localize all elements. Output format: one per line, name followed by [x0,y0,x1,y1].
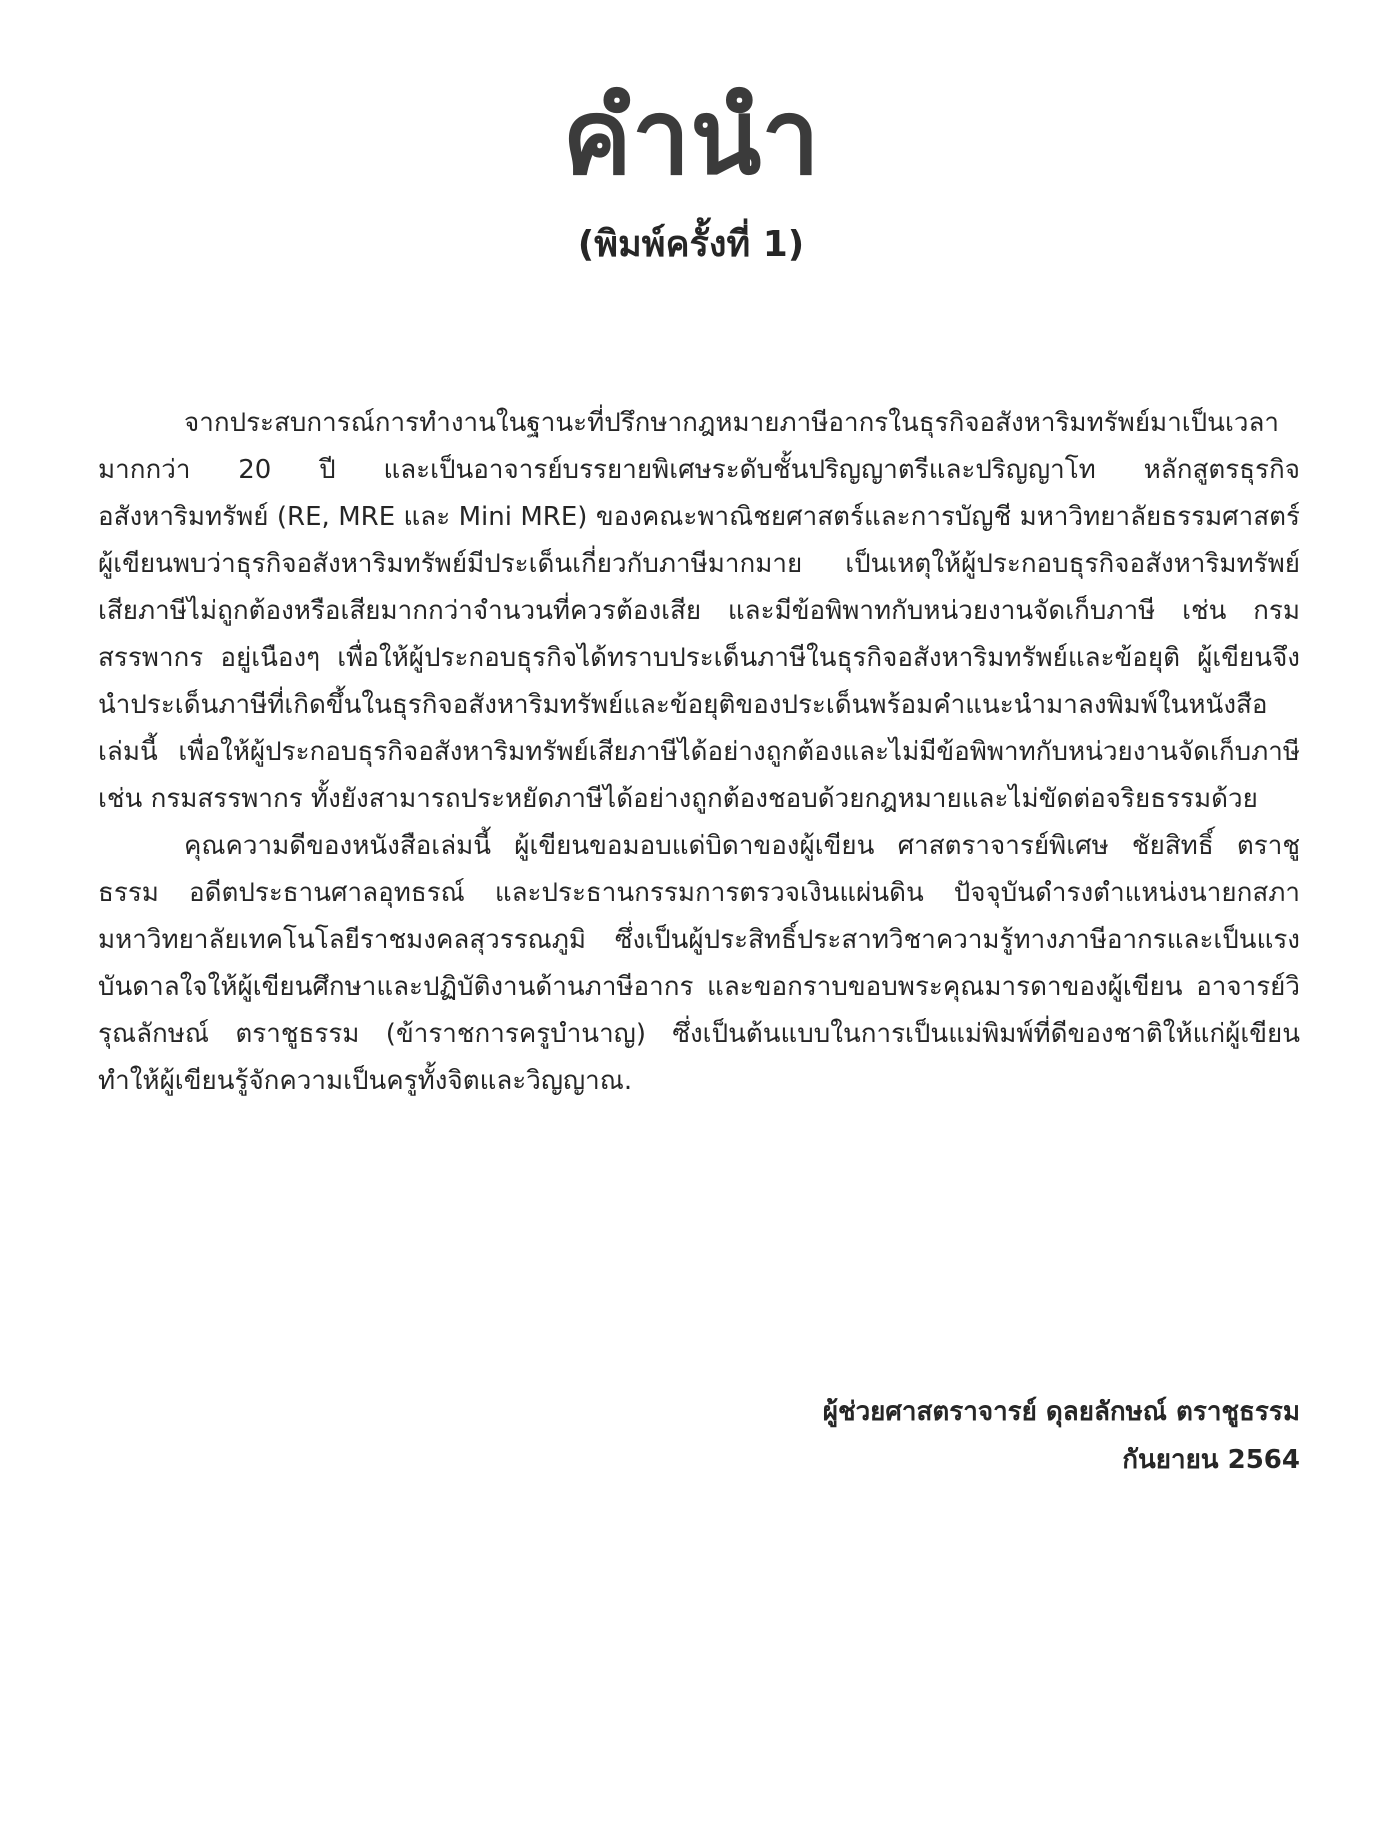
paragraph: คุณความดีของหนังสือเล่มนี้ ผู้เขียนขอมอบแด่บิดาของผู้เขียน ศาสตราจารย์พิเศษ ชัยสิทธิ์ ตราชูธรรม อดีตประธานศาลอุทธรณ์ และประธานกรรมการตรวจเงินแผ่นดิน ปัจจุบันดำรงตำแหน่งนายกสภามหาวิทยาลัยเทคโนโลยีราชมงคลสุวรรณภูมิ ซึ่งเป็นผู้ประสิทธิ์ประสาทวิชาความรู้ทางภาษีอากรและเป็นแรงบันดาลใจให้ผู้เขียนศึกษาและปฏิบัติงานด้านภาษีอากร และขอกราบขอบพระคุณมารดาของผู้เขียน อาจารย์วิรุณลักษณ์ ตราชูธรรม (ข้าราชการครูบำนาญ) ซึ่งเป็นต้นแบบในการเป็นแม่พิมพ์ที่ดีของชาติให้แก่ผู้เขียน ทำให้ผู้เขียนรู้จักความเป็นครูทั้งจิตและวิญญาณ. [98,831,1300,1096]
paragraph: จากประสบการณ์การทำงานในฐานะที่ปรึกษากฎหมายภาษีอากรในธุรกิจอสังหาริมทรัพย์มาเป็นเวลามากกว่า 20 ปี และเป็นอาจารย์บรรยายพิเศษระดับชั้นปริญญาตรีและปริญญาโท หลักสูตรธุรกิจอสังหาริมทรัพย์ (RE, MRE และ Mini MRE) ของคณะพาณิชยศาสตร์และการบัญชี มหาวิทยาลัยธรรมศาสตร์ ผู้เขียนพบว่าธุรกิจอสังหาริมทรัพย์มีประเด็นเกี่ยวกับภาษีมากมาย เป็นเหตุให้ผู้ประกอบธุรกิจอสังหาริมทรัพย์เสียภาษีไม่ถูกต้องหรือเสียมากกว่าจำนวนที่ควรต้องเสีย และมีข้อพิพาทกับหน่วยงานจัดเก็บภาษี เช่น กรมสรรพากร อยู่เนืองๆ เพื่อให้ผู้ประกอบธุรกิจได้ทราบประเด็นภาษีในธุรกิจอสังหาริมทรัพย์และข้อยุติ ผู้เขียนจึงนำประเด็นภาษีที่เกิดขึ้นในธุรกิจอสังหาริมทรัพย์และข้อยุติของประเด็นพร้อมคำแนะนำมาลงพิมพ์ในหนังสือเล่มนี้ เพื่อให้ผู้ประกอบธุรกิจอสังหาริมทรัพย์เสียภาษีได้อย่างถูกต้องและไม่มีข้อพิพาทกับหน่วยงานจัดเก็บภาษี เช่น กรมสรรพากร ทั้งยังสามารถประหยัดภาษีได้อย่างถูกต้องชอบด้วยกฎหมายและไม่ขัดต่อจริยธรรมด้วย [98,408,1300,814]
body-text [98,400,1300,1105]
signature-date: กันยายน 2564 [1122,1445,1300,1475]
signature-block [823,1388,1300,1484]
page-title: คำนำ [562,76,820,198]
page-subtitle: (พิมพ์ครั้งที่ 1) [577,224,805,265]
signature-name: ผู้ช่วยศาสตราจารย์ ดุลยลักษณ์ ตราชูธรรม [822,1397,1300,1427]
